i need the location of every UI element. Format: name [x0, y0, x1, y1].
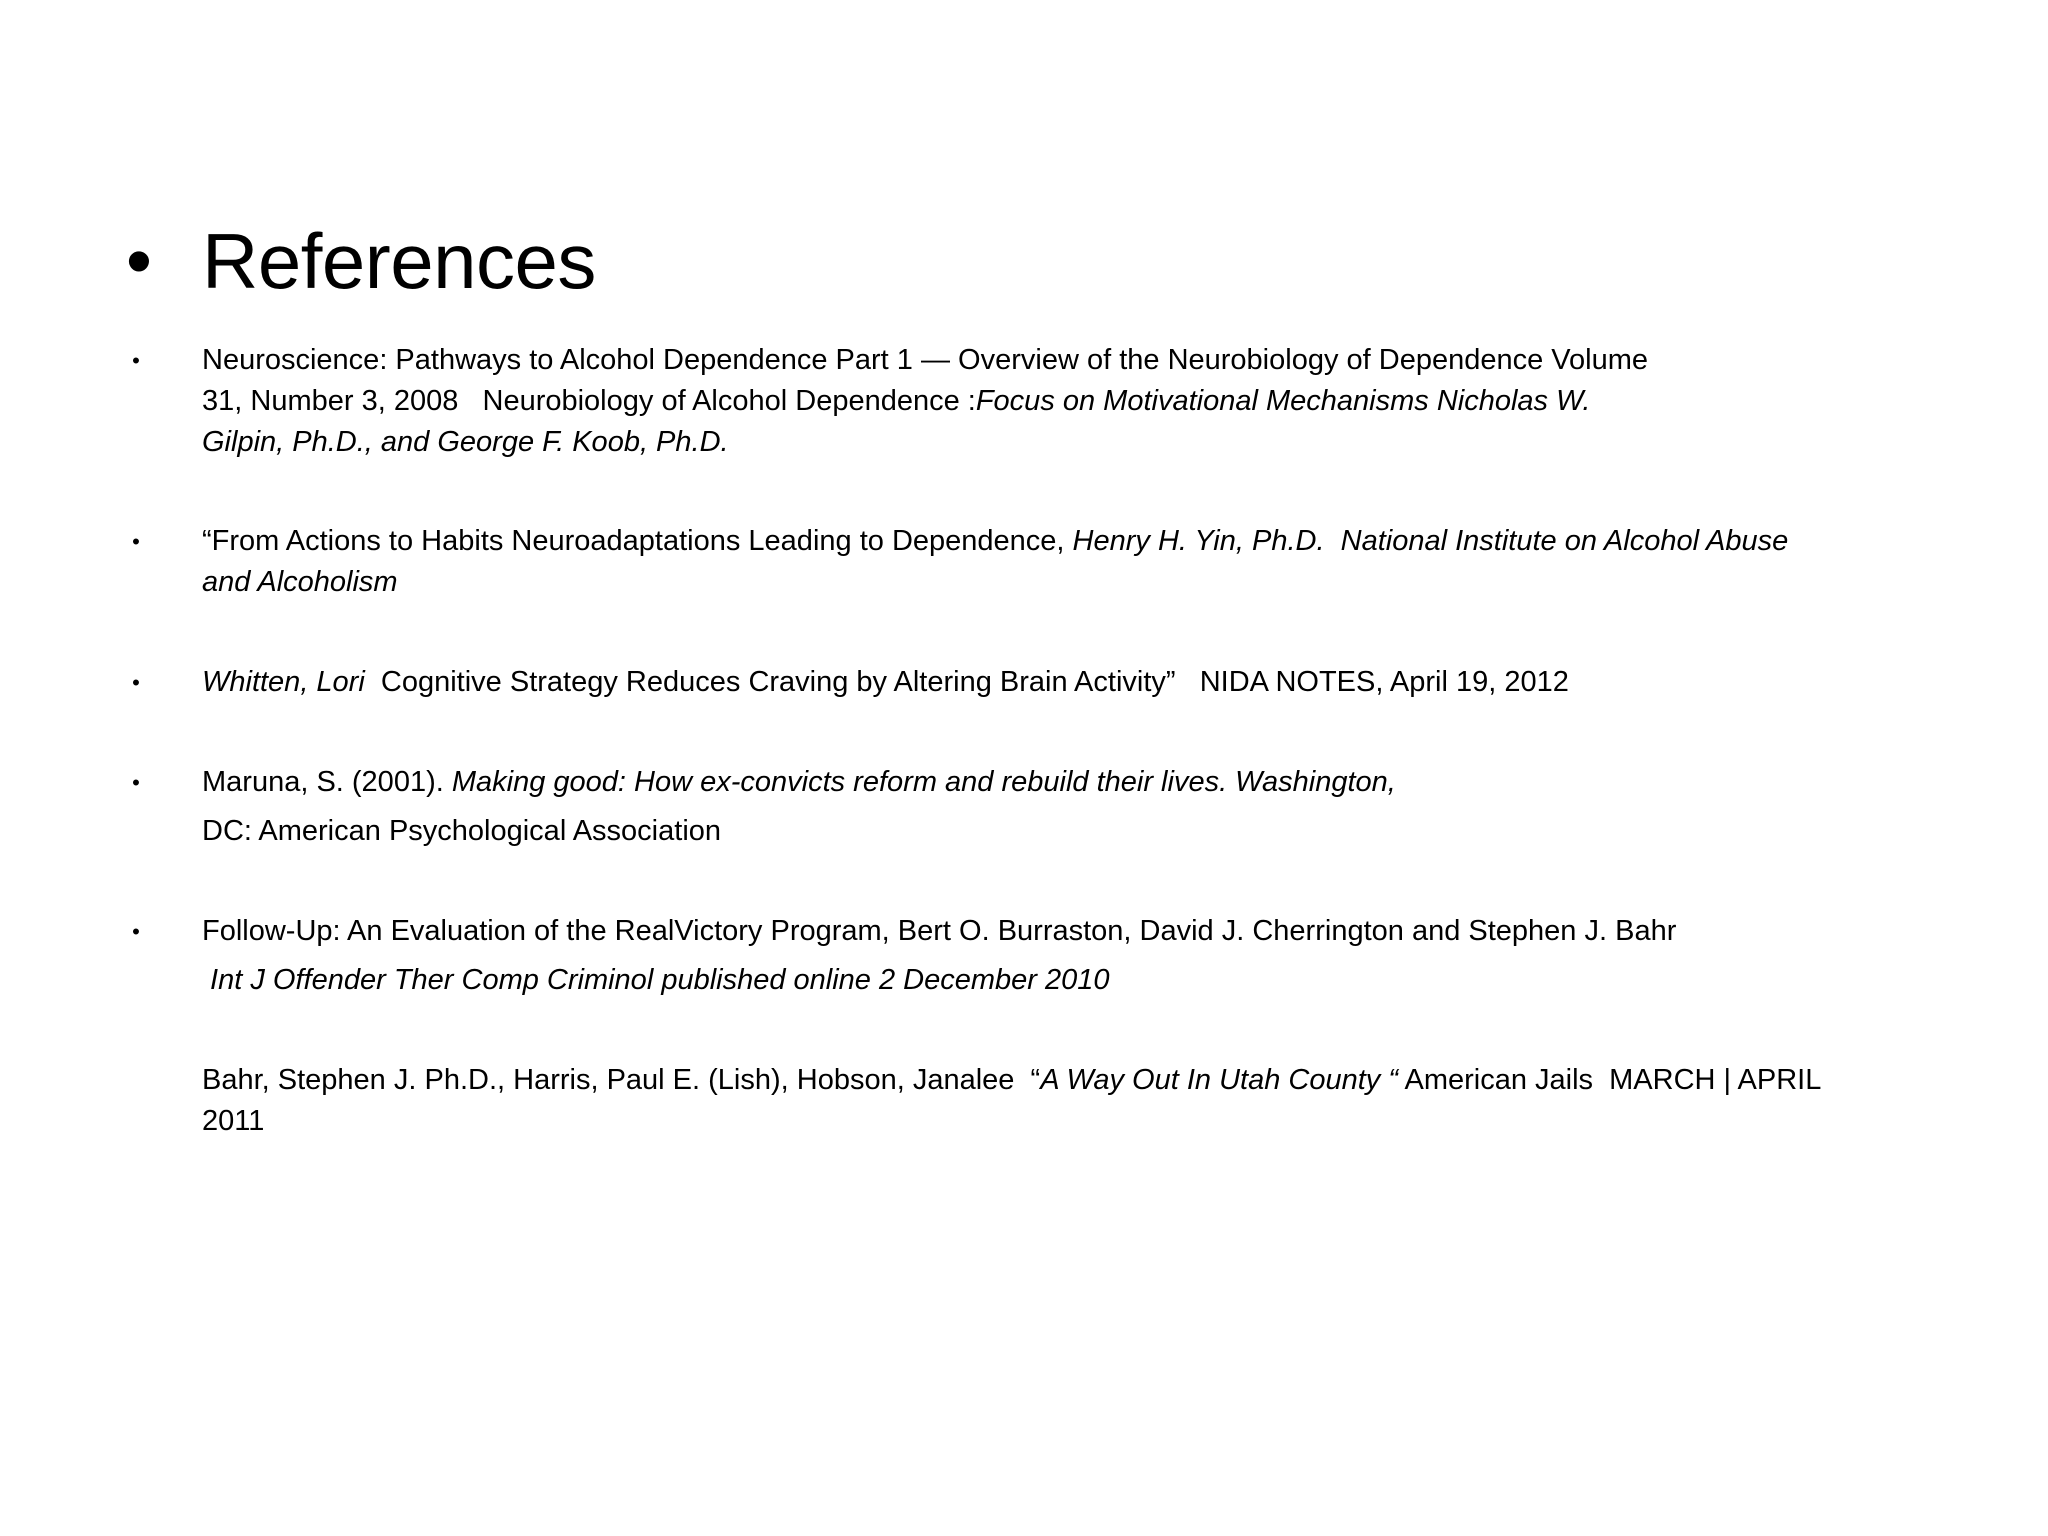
reference-6-authors: Bahr, Stephen J. Ph.D., Harris, Paul E. (Lish), Hobson, Janalee “	[202, 1064, 1041, 1096]
reference-3-title: Cognitive Strategy Reduces Craving by Altering Brain Activity” NIDA NOTES, April 19, 2012	[364, 666, 1569, 698]
reference-6-source: American Jails MARCH | APRIL	[1398, 1064, 1822, 1096]
reference-1-text: 31, Number 3, 2008 Neurobiology of Alcohol Dependence :	[202, 385, 976, 417]
reference-1-line-1: Neuroscience: Pathways to Alcohol Dependence Part 1 — Overview of the Neurobiology of Dependence Volume	[202, 344, 1649, 376]
reference-5-line-1: Follow-Up: An Evaluation of the RealVictory Program, Bert O. Burraston, David J. Cherrington and Stephen J. Bahr	[202, 915, 1677, 947]
reference-2-line-2: and Alcoholism	[202, 566, 398, 598]
reference-item-6	[126, 1060, 1966, 1142]
reference-2-author: Henry H. Yin, Ph.D. National Institute on Alcohol Abuse	[1072, 525, 1789, 557]
slide-title: References	[202, 217, 596, 305]
list-bullet: •	[132, 670, 140, 695]
reference-6-line-1	[202, 1060, 1966, 1101]
reference-item-4	[126, 762, 1966, 852]
reference-4-title: Making good: How ex-convicts reform and rebuild their lives. Washington,	[451, 766, 1396, 798]
reference-item-5	[126, 911, 1966, 1001]
reference-2-line-1	[202, 521, 1966, 562]
reference-1-authors: Gilpin, Ph.D., and George F. Koob, Ph.D.	[202, 426, 729, 458]
reference-1-line-2	[202, 381, 1966, 422]
reference-item-3	[126, 662, 1966, 703]
title-bullet: •	[126, 219, 152, 302]
reference-3-line-1	[202, 662, 1966, 703]
reference-4-author: Maruna, S. (2001).	[202, 766, 452, 798]
reference-2-title: “From Actions to Habits Neuroadaptations Leading to Dependence,	[202, 525, 1073, 557]
list-bullet: •	[132, 770, 140, 795]
reference-list	[126, 340, 1966, 1142]
reference-6-line-2: 2011	[202, 1105, 265, 1137]
reference-4-line-2: DC: American Psychological Association	[202, 815, 722, 847]
reference-6-title: A Way Out In Utah County “	[1040, 1064, 1399, 1096]
reference-1-italic-title: Focus on Motivational Mechanisms Nicholas W.	[975, 385, 1591, 417]
reference-item-2	[126, 521, 1966, 603]
slide-title-row	[126, 217, 596, 305]
list-bullet: •	[132, 348, 140, 373]
reference-item-1	[126, 340, 1966, 463]
reference-5-line-2: Int J Offender Ther Comp Criminol published online 2 December 2010	[202, 964, 1110, 996]
list-bullet: •	[132, 919, 140, 944]
reference-3-author: Whitten, Lori	[202, 666, 365, 698]
reference-4-line-1	[202, 762, 1966, 803]
list-bullet: •	[132, 529, 140, 554]
